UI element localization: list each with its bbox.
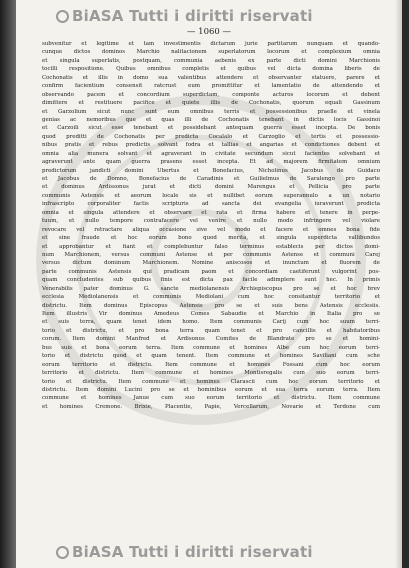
text-line: predictorum jandicti domini Ubertus et Bonefacius, Nicholinus Jacobus de Guidaco (42, 167, 380, 174)
text-line: omnia alia munera solvant et agraverant in civitate secundum sicut facientes solvebant et (42, 150, 380, 157)
watermark-bottom (56, 543, 313, 561)
text-line: et homines Cremone. Brixie, Placentie, Papie, Vercellarum, Novarie et Terdone cum (42, 403, 380, 410)
text-line: subvenitur et legitime et tam investimentis dictarum jurie partitarum nunquam et quando- (42, 41, 380, 47)
watermark-bottom-text: BiASA Tutti i diritti riservati (72, 543, 313, 561)
text-line: tocilli respositione. Quibus omnibus completis et quibus vel dicta domina liberis de (42, 66, 380, 73)
page-number: — 1060 — (186, 27, 232, 37)
text-line: districtu. Item dominus Episcopus Astensis pro se et suis bens Astensis ecclesiis. (42, 302, 380, 309)
biasa-logo-icon (56, 546, 69, 559)
text-line: num Marchionem, versus communi Astense et per communis Astense et communi Carej (42, 251, 380, 258)
text-line: Venerabilis pater dominus G. sancte mediolanensis Archiepiscopus pro se et hoc brev (42, 285, 380, 292)
text-line: et suis terra, quam tenet idem homo. Item communis Carij cum hoc suum terri- (42, 319, 380, 326)
text-line: confirm facientium consensit ratcrust eum promittitur et lamentatio de attendendo et (42, 83, 380, 90)
text-line: cunque dictos dominos Marchio nalitacionem superlatorum locorum et complexium omnia (42, 49, 380, 56)
watermark-top (56, 7, 313, 25)
text-line: et singula superlatis, postquam, communia aebenis ex parte dicti domini Marchionis (42, 57, 380, 64)
text-line: parte communis Astensis qui pradicam paom et concordiam caetiferunt vulgorint pos- (42, 268, 380, 275)
text-line: et Jacobus de Domno, Bonefacius de Caradinis et Guilielmus de Saralengo pro parte (42, 176, 380, 182)
text-line: quod preditti de Cochonatis per predicta Cocalalo et Carzoglio et tertis et possessio- (42, 133, 380, 140)
text-line: et Garzolium sicut nunc sunt eum omnibus terris et possessionibus praelle et vinela (42, 108, 380, 115)
text-line: et sine fraude et hoc eorum bono quod merita, et singula superdicta vallibundos (42, 235, 380, 242)
page-edge-shadow (395, 0, 402, 568)
text-line: communis Astensis et aeorum locale sis et nullibet eorum superannulo a un notario (42, 192, 380, 199)
text-line: genias ac nemoribus que et quas illi de Cochonatis tenebant in dictis locis Gassinoi (42, 116, 380, 123)
biasa-logo-icon (56, 10, 69, 23)
text-line: et approbantur et fiant et complebuntur falso terminus establecis per dictos domi- (42, 243, 380, 250)
text-line: corum. Item domini Manfred et Ardisonus Comites de Blandrate pro se et homini- (42, 336, 380, 343)
text-line: districtu. Item domini Lucini pro se et hominibus eorum et sua terra eorum terra. Item (42, 386, 380, 393)
text-line: Cochonatis et illis in domo sua valentibus attendere et observanter statuere, parere et (42, 74, 380, 81)
binding-gutter (0, 0, 16, 568)
document-page (16, 0, 402, 568)
text-line: Item illustris Vir dominus Amedeus Comes Sabaudie et Marchio in Italia pro se (42, 311, 380, 317)
text-line: et Carzoili sicut esse tenebant et possidebant antequam guerra esset incepta. De bonis (42, 125, 380, 132)
text-line: et dominus Ardissonus jurat et dicti domini Marengus et Pellicia pro parte (42, 184, 380, 191)
text-line: bus suis et bona eorum terra. Item commune et homines Albe cum hoc eorum terri- (42, 344, 380, 351)
watermark-top-text: BiASA Tutti i diritti riservati (72, 7, 313, 25)
text-line: commune et homines Janue cum suo eorum territorio et districtu. Item commune (42, 395, 380, 402)
text-line: nibus pratis et rebus predictis solvant fodra et tallias et angarias et condictiones debent et (42, 142, 380, 149)
text-line: omnia et singula attendere et observare et rata et firma habere et tenere in perpe- (42, 209, 380, 216)
text-line: tuum, et nullo tempore contrafacere vel venire et nullo modo infringere vel violare (42, 218, 380, 225)
text-line: torio et districtu. Item commune et homines Clarascii cum hoc eorum territorio et (42, 378, 380, 385)
text-line: ecclesia Mediolanensis et communis Mediolani cum hoc consitantur territorio et (42, 294, 380, 301)
text-line: revocare vel retractare aliqua occasione sive vel modo et facere et omnes bona fide (42, 226, 380, 233)
text-line: torio et districtu, et pro bona terra quam tenet et pro cancillis et habitatoribus (42, 327, 380, 334)
text-line: dimittere et restituere pacifice et quiete illis de Cochonatis, quorum equali Gassinum (42, 100, 380, 107)
text-line: territorio et districtu. Item commune et homines Montisregalis cum suo eorum terri- (42, 370, 380, 377)
text-line: eorum territorio et districtu. Item commune et homines Fossani cum hoc eorum (42, 361, 380, 368)
text-line: versus dictum dominum Marchionem. Nomine aniscosos et inunctum et fluorem de (42, 260, 380, 267)
text-line: observando pacem et concordium superdictam, componte acturos locorum et debent (42, 91, 380, 98)
text-line: infrascripto corporaliter factis scripturis ad sancta dei evangelia iuraverunt predicta (42, 201, 380, 208)
body-text (42, 40, 380, 411)
text-line: quam concludentes sub quibus finis est dicta pax facile adimplere sunt hec. In primis (42, 277, 380, 284)
text-line: agraverunt ante quam guerra prasens esset incepta. Et ad majorem firmitatem omnium (42, 159, 380, 166)
text-line: torio et districtu quod et quam tenent. Item commune et homines Saviliani cum sche (42, 353, 380, 360)
